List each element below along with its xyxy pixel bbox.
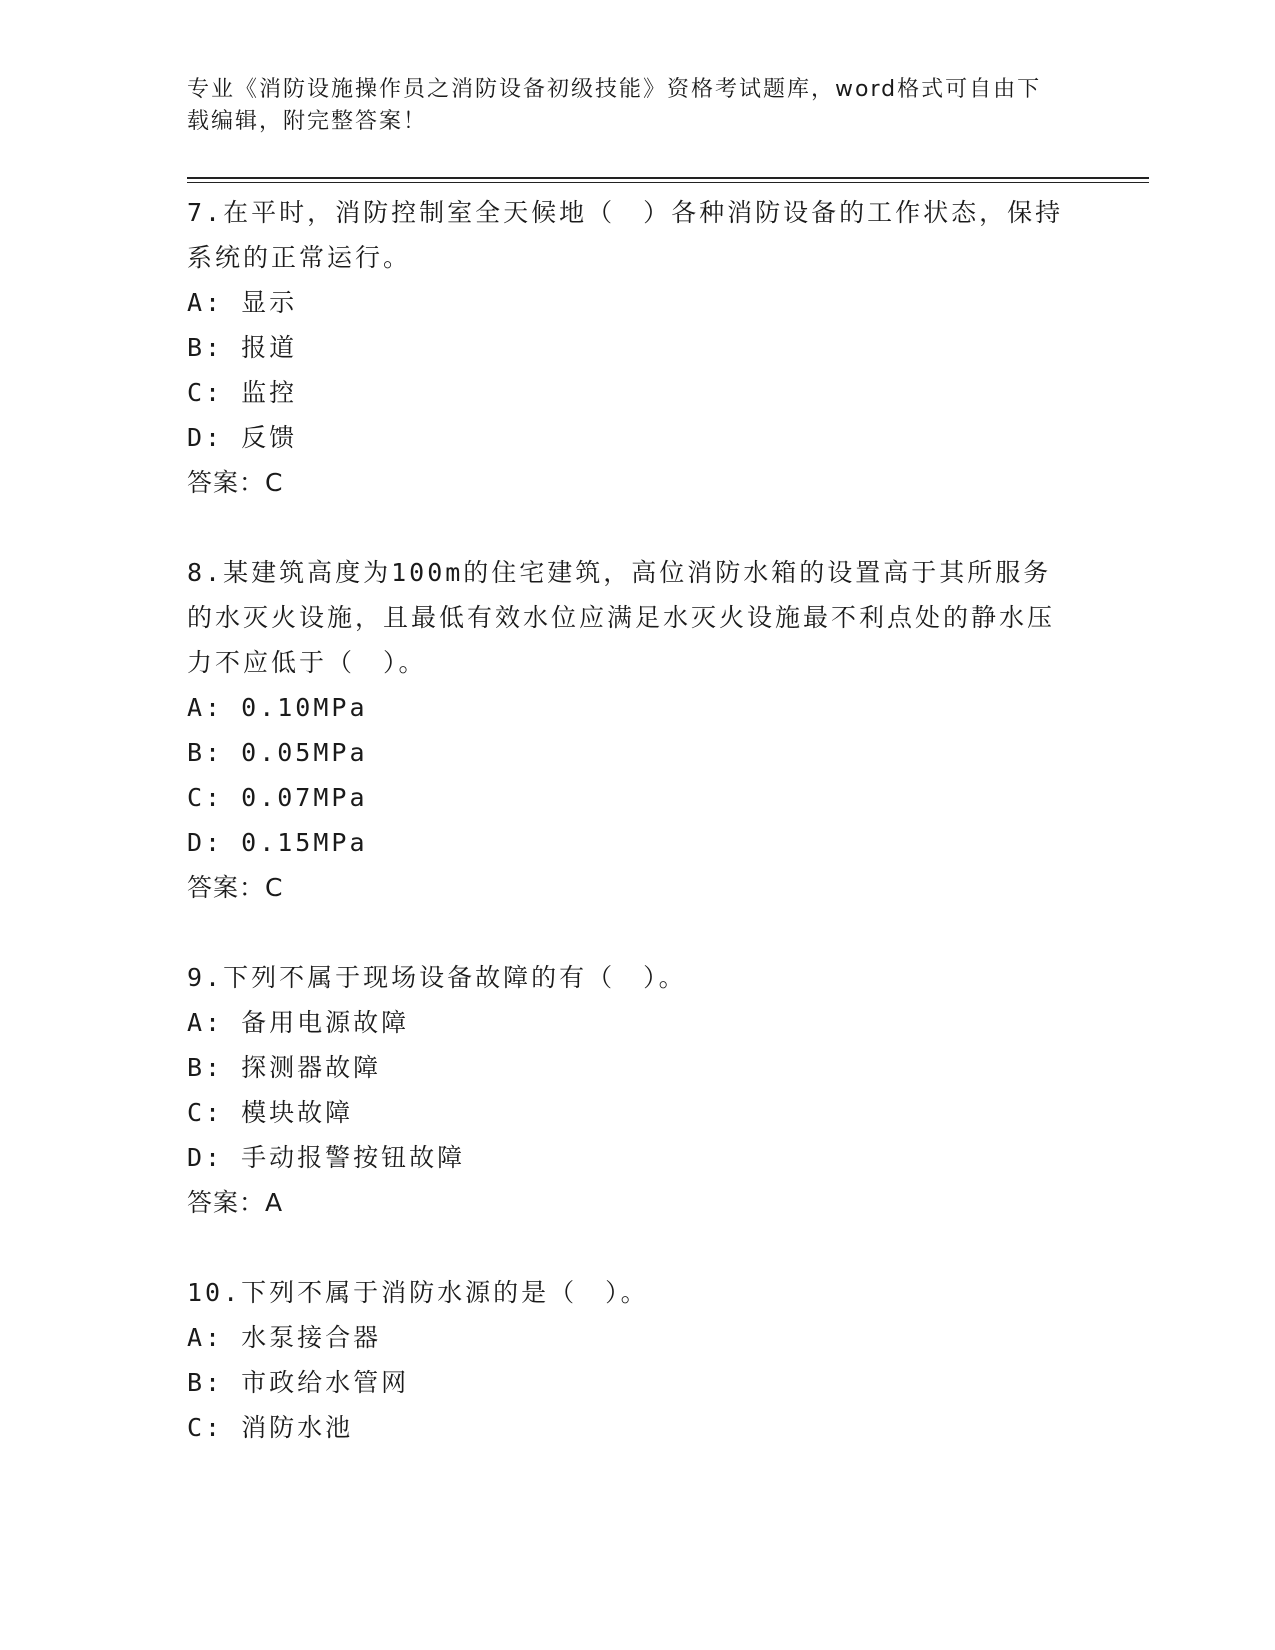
question-8 xyxy=(187,550,1087,910)
answer-line: 答案：C xyxy=(187,468,284,497)
question-stem: 7.在平时，消防控制室全天候地（ ）各种消防设备的工作状态，保持系统的正常运行。 xyxy=(187,198,1064,272)
question-10 xyxy=(187,1270,1087,1450)
header-divider-thick xyxy=(187,177,1149,179)
option-a: A: 显示 xyxy=(187,288,298,317)
question-list xyxy=(187,190,1087,1450)
option-b: B: 报道 xyxy=(187,333,298,362)
option-a: A: 水泵接合器 xyxy=(187,1323,382,1352)
option-b: B: 0.05MPa xyxy=(187,738,368,767)
option-c: C: 监控 xyxy=(187,378,298,407)
option-b: B: 探测器故障 xyxy=(187,1053,382,1082)
option-d: D: 反馈 xyxy=(187,423,298,452)
question-stem: 9.下列不属于现场设备故障的有（ ）。 xyxy=(187,963,687,992)
option-c: C: 模块故障 xyxy=(187,1098,354,1127)
header-line-1: 专业《消防设施操作员之消防设备初级技能》资格考试题库，word格式可自由下 xyxy=(187,77,1042,102)
option-b: B: 市政给水管网 xyxy=(187,1368,410,1397)
option-c: C: 消防水池 xyxy=(187,1413,354,1442)
question-stem: 10.下列不属于消防水源的是（ ）。 xyxy=(187,1278,649,1307)
question-spacer xyxy=(187,505,1087,550)
header-divider-thin xyxy=(187,182,1149,183)
option-a: A: 备用电源故障 xyxy=(187,1008,410,1037)
option-a: A: 0.10MPa xyxy=(187,693,368,722)
question-spacer xyxy=(187,1225,1087,1270)
header-line-2: 载编辑，附完整答案！ xyxy=(187,109,428,134)
answer-line: 答案：A xyxy=(187,1188,284,1217)
question-spacer xyxy=(187,910,1087,955)
answer-line: 答案：C xyxy=(187,873,284,902)
document-header xyxy=(187,74,1067,138)
option-d: D: 手动报警按钮故障 xyxy=(187,1143,466,1172)
question-9 xyxy=(187,955,1087,1225)
question-7 xyxy=(187,190,1087,505)
question-stem: 8.某建筑高度为100m的住宅建筑，高位消防水箱的设置高于其所服务的水灭火设施，且最低有效水位应满足水灭火设施最不利点处的静水压力不应低于（ ）。 xyxy=(187,558,1056,677)
option-c: C: 0.07MPa xyxy=(187,783,368,812)
option-d: D: 0.15MPa xyxy=(187,828,368,857)
